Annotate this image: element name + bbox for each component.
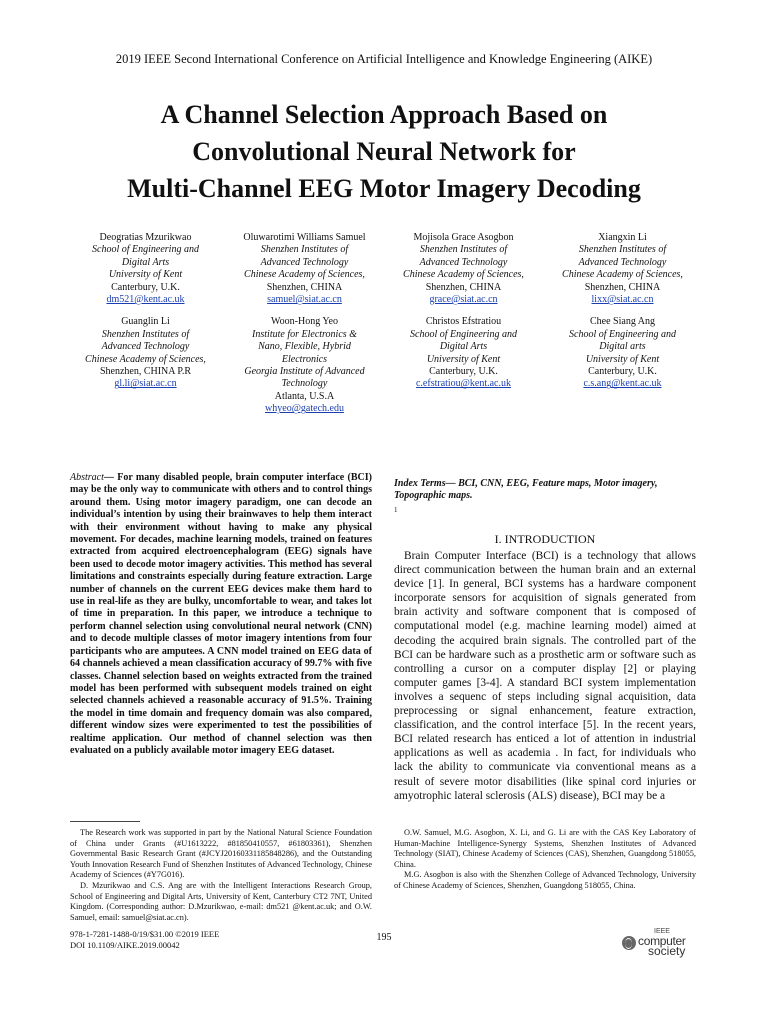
- isbn-line: 978-1-7281-1488-0/19/$31.00 ©2019 IEEE: [70, 929, 220, 939]
- index-terms: [394, 478, 696, 516]
- abstract-label: Abstract: [70, 472, 104, 483]
- author-location: Canterbury, U.K.: [429, 366, 498, 378]
- author-card: [547, 232, 698, 306]
- author-email-link[interactable]: dm521@kent.ac.uk: [106, 294, 185, 306]
- author-card: [388, 316, 539, 415]
- author-block: [70, 232, 698, 416]
- footnotes-right: [394, 828, 696, 892]
- author-name: Chee Siang Ang: [590, 316, 655, 328]
- footnote-affiliation: D. Mzurikwao and C.S. Ang are with the Intelligent Interactions Research Group, School of Engineering and Digital Arts, University of Kent, Canterbury CT2 7NT, United Kingdom. (Corresponding author: D.Mzurikwao, e-mail: dm521 @kent.ac.uk; and O.W. Samuel, email: samuel@siat.ac.cn).: [70, 880, 372, 922]
- author-location: Canterbury, U.K.: [588, 366, 657, 378]
- author-name: Woon-Hong Yeo: [271, 316, 338, 328]
- doi-line: DOI 10.1109/AIKE.2019.00042: [70, 940, 180, 950]
- author-email-link[interactable]: lixx@siat.ac.cn: [591, 294, 654, 306]
- footnote-marker: 1: [394, 505, 398, 514]
- paper-title: [0, 96, 768, 207]
- author-location: Shenzhen, CHINA: [584, 281, 661, 293]
- author-card: [388, 232, 539, 306]
- author-location: Canterbury, U.K.: [111, 281, 180, 293]
- section-heading: I. INTRODUCTION: [494, 532, 596, 546]
- author-location: Shenzhen, CHINA: [266, 281, 343, 293]
- abstract-text: — For many disabled people, brain computer interface (BCI) may be the only way to communicate with others and to control things around them. Using motor imagery paradigm, one can decode an individual’s intention by using their brainwaves to help them interact with their environment without having to make any physical movement. For decades, machine learning models, trained on features extracted from acquired electroencephalogram (EEG) signals have been used to decode motor imagery activities. This method has several limitations and constraints especially during feature extraction. Large number of channels on the current EEG devices make them hard to use in real-life as they are bulky, uncomfortable to wear, and takes lot of time in preparation. In this paper, we introduce a technique to perform channel selection using convolutional neural network (CNN) and to decode multiple classes of motor imagery intentions from four participants who are amputees. A CNN model trained on EEG data of 64 channels achieved a mean classification accuracy of 99.7% with five classes. Channel selection based on weights extracted from the trained model has been performed with subsequent models trained on eight selected channels achieved a reasonable accuracy of 91.5%. Training the model in time domain and frequency domain was also compared, different window sizes were experimented to test the possibilities of realtime application. Our method of channel selection was then evaluated on a publicly available motor imagery EEG dataset.: [70, 472, 372, 756]
- author-affiliation: Shenzhen Institutes of Advanced Technology Chinese Academy of Sciences,: [244, 244, 365, 281]
- title-line-1: A Channel Selection Approach Based on: [160, 100, 608, 129]
- author-email-link[interactable]: c.s.ang@kent.ac.uk: [583, 378, 662, 390]
- globe-icon: [622, 936, 636, 950]
- author-email-link[interactable]: grace@siat.ac.cn: [429, 294, 498, 306]
- author-name: Oluwarotimi Williams Samuel: [243, 232, 366, 243]
- author-affiliation: School of Engineering and Digital Arts University of Kent: [410, 328, 517, 365]
- author-card: [70, 232, 221, 306]
- logo-line-1: IEEE: [654, 928, 670, 935]
- footnote-divider: [70, 821, 140, 822]
- author-email-link[interactable]: gl.li@siat.ac.cn: [114, 378, 177, 390]
- author-row-2: [70, 316, 698, 415]
- abstract: [70, 472, 372, 757]
- footnote-affiliation: M.G. Asogbon is also with the Shenzhen College of Advanced Technology, University of Chinese Academy of Sciences, Shenzhen, Guangdong 518055, China.: [394, 870, 696, 890]
- logo-line-2: computer: [638, 934, 686, 948]
- title-line-2: Convolutional Neural Network for: [192, 137, 576, 166]
- footnotes-left: [70, 828, 372, 923]
- author-row-1: [70, 232, 698, 306]
- author-affiliation: Shenzhen Institutes of Advanced Technology Chinese Academy of Sciences,: [562, 244, 683, 281]
- footnote-funding: The Research work was supported in part by the National Natural Science Foundation of China under Grants (#U1613222, #81850410557, #61803361), Shenzhen Governmental Basic Research Grant (#JCYJ20160331185848286), and the Outstanding Youth Innovation Research Fund of Shenzhen Institutes of Advanced Technology, Chinese Academy of Sciences (#Y7G016).: [70, 828, 372, 880]
- introduction-text: Brain Computer Interface (BCI) is a technology that allows direct communication between the human brain and an external device [1]. In general, BCI systems has a hardware component incorporate sensors for acquisition of signals generated from brain activity and software component that is composed of computational model (e.g. machine learning model) aimed at decoding the acquired brain signals. The controlled part of the BCI can be hardware such as a prosthetic arm or software such as controlling a cursor on a computer display [2] or playing computer games [3-4]. A standard BCI system implementation involves a sequenc of steps including signal acquisition, data preprocessing or signal enhancement, feature extraction, classification, and the control interface [5]. In the recent years, BCI related research has enticed a lot of attention in industrial applications as well as academia . In fact, for individuals who lack the ability to communicate via conventional means as a result of severe motor disabilities (like spinal cord injuries or amyotrophic lateral sclerosis (ALS) disease), BCI may be a: [394, 550, 696, 802]
- author-name: Guanglin Li: [121, 316, 170, 328]
- author-affiliation: School of Engineering and Digital arts University of Kent: [569, 328, 676, 365]
- author-affiliation: School of Engineering and Digital Arts University of Kent: [92, 244, 199, 281]
- author-card: [229, 316, 380, 415]
- index-terms-text: Index Terms— BCI, CNN, EEG, Feature maps, Motor imagery, Topographic maps.: [394, 478, 658, 502]
- author-email-link[interactable]: whyeo@gatech.edu: [265, 403, 344, 415]
- footnote-affiliation: O.W. Samuel, M.G. Asogbon, X. Li, and G. Li are with the CAS Key Laboratory of Human-Machine Intelligence-Synergy Systems, Shenzhen Institutes of Advanced Technology (SIAT), Chinese Academy of Sciences (CAS), Shenzhen, Guangdong 518055, China.: [394, 828, 696, 869]
- conference-header: 2019 IEEE Second International Conference on Artificial Intelligence and Knowledge Engineering (AIKE): [115, 52, 653, 66]
- author-name: Deogratias Mzurikwao: [99, 232, 192, 243]
- author-location: Shenzhen, CHINA P.R: [99, 366, 192, 378]
- author-affiliation: Shenzhen Institutes of Advanced Technology Chinese Academy of Sciences,: [403, 244, 524, 281]
- author-name: Mojisola Grace Asogbon: [413, 232, 514, 243]
- page-number: 195: [376, 932, 392, 943]
- author-card: [547, 316, 698, 415]
- author-name: Christos Efstratiou: [425, 316, 502, 328]
- author-email-link[interactable]: samuel@siat.ac.cn: [267, 294, 342, 306]
- ieee-computer-society-logo: [622, 928, 702, 958]
- title-line-3: Multi-Channel EEG Motor Imagery Decoding: [127, 174, 641, 203]
- author-affiliation: Shenzhen Institutes of Advanced Technology Chinese Academy of Sciences,: [85, 328, 206, 365]
- author-affiliation: Institute for Electronics & Nano, Flexible, Hybrid Electronics Georgia Institute of Advanced Technology: [244, 328, 365, 390]
- author-email-link[interactable]: c.efstratiou@kent.ac.uk: [415, 378, 511, 390]
- author-card: [229, 232, 380, 306]
- author-name: Xiangxin Li: [598, 232, 647, 243]
- author-location: Atlanta, U.S.A: [274, 390, 335, 402]
- author-card: [70, 316, 221, 415]
- logo-line-3: society: [648, 944, 686, 958]
- author-location: Shenzhen, CHINA: [425, 281, 502, 293]
